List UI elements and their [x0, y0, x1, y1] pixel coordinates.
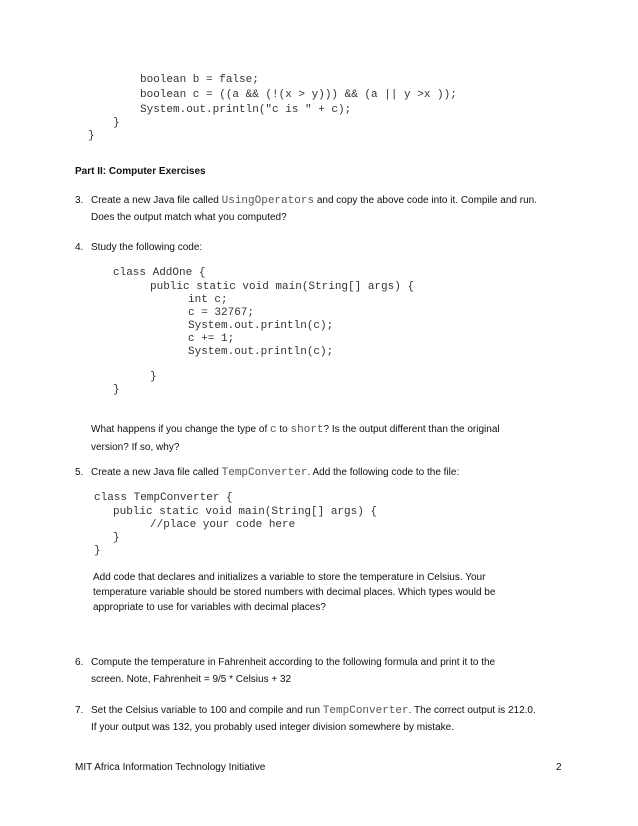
ex6-line2: screen. Note, Fahrenheit = 9/5 * Celsius + 32	[91, 674, 292, 685]
ex4-question-mid: to	[276, 424, 291, 435]
ex6-line1: Compute the temperature in Fahrenheit according to the following formula and print it to the	[91, 657, 496, 668]
code-line: public static void main(String[] args) {	[150, 281, 415, 293]
ex5-text-after: . Add the following code to the file:	[307, 467, 460, 478]
code-line: //place your code here	[150, 519, 296, 531]
code-line: System.out.println("c is " + c);	[140, 104, 352, 116]
code-line: }	[113, 117, 120, 129]
ex3-text: Create a new Java file called	[91, 195, 222, 206]
item-number: 4.	[75, 242, 84, 253]
ex4-question-line2: version? If so, why?	[91, 442, 180, 453]
ex7-text: Set the Celsius variable to 100 and compile and run	[91, 705, 323, 716]
ex5-class-name: TempConverter	[221, 467, 308, 479]
item-number: 3.	[75, 195, 84, 206]
code-line: c = 32767;	[188, 307, 255, 319]
footer-left: MIT Africa Information Technology Initiative	[75, 762, 266, 773]
ex3-class-name: UsingOperators	[221, 195, 315, 207]
code-line: }	[88, 130, 95, 142]
ex4-var-name: c	[270, 424, 277, 436]
code-line: class AddOne {	[113, 267, 206, 279]
ex7-text-after: . The correct output is 212.0.	[408, 705, 536, 716]
code-line: c += 1;	[188, 333, 235, 345]
code-line: System.out.println(c);	[188, 346, 334, 358]
code-line: System.out.println(c);	[188, 320, 334, 332]
ex5-text: Create a new Java file called	[91, 467, 222, 478]
item-number: 7.	[75, 705, 84, 716]
code-line: }	[113, 532, 120, 544]
ex5-paragraph-line: Add code that declares and initializes a variable to store the temperature in Celsius. Your	[93, 572, 486, 583]
ex4-question-end: ? Is the output different than the original	[323, 424, 500, 435]
ex3-text-after: and copy the above code into it. Compile and run.	[314, 195, 537, 206]
ex3-line2: Does the output match what you computed?	[91, 212, 287, 223]
page-number: 2	[556, 762, 562, 773]
ex7-class-name: TempConverter	[322, 705, 409, 717]
code-line: }	[113, 384, 120, 396]
code-line: class TempConverter {	[94, 492, 233, 504]
ex4-type-name: short	[290, 424, 324, 436]
ex4-text: Study the following code:	[91, 242, 203, 253]
item-number: 6.	[75, 657, 84, 668]
ex5-paragraph-line: appropriate to use for variables with decimal places?	[93, 602, 326, 613]
item-number: 5.	[75, 467, 84, 478]
section-heading: Part II: Computer Exercises	[75, 166, 206, 177]
ex5-paragraph-line: temperature variable should be stored numbers with decimal places. Which types would be	[93, 587, 496, 598]
code-line: }	[150, 371, 157, 383]
ex7-line2: If your output was 132, you probably used integer division somewhere by mistake.	[91, 722, 454, 733]
ex4-question: What happens if you change the type of	[91, 424, 271, 435]
code-line: boolean c = ((a && (!(x > y))) && (a || y >x ));	[140, 89, 457, 101]
code-line: }	[94, 545, 101, 557]
code-line: int c;	[188, 294, 228, 306]
code-line: boolean b = false;	[140, 74, 259, 86]
code-line: public static void main(String[] args) {	[113, 506, 378, 518]
